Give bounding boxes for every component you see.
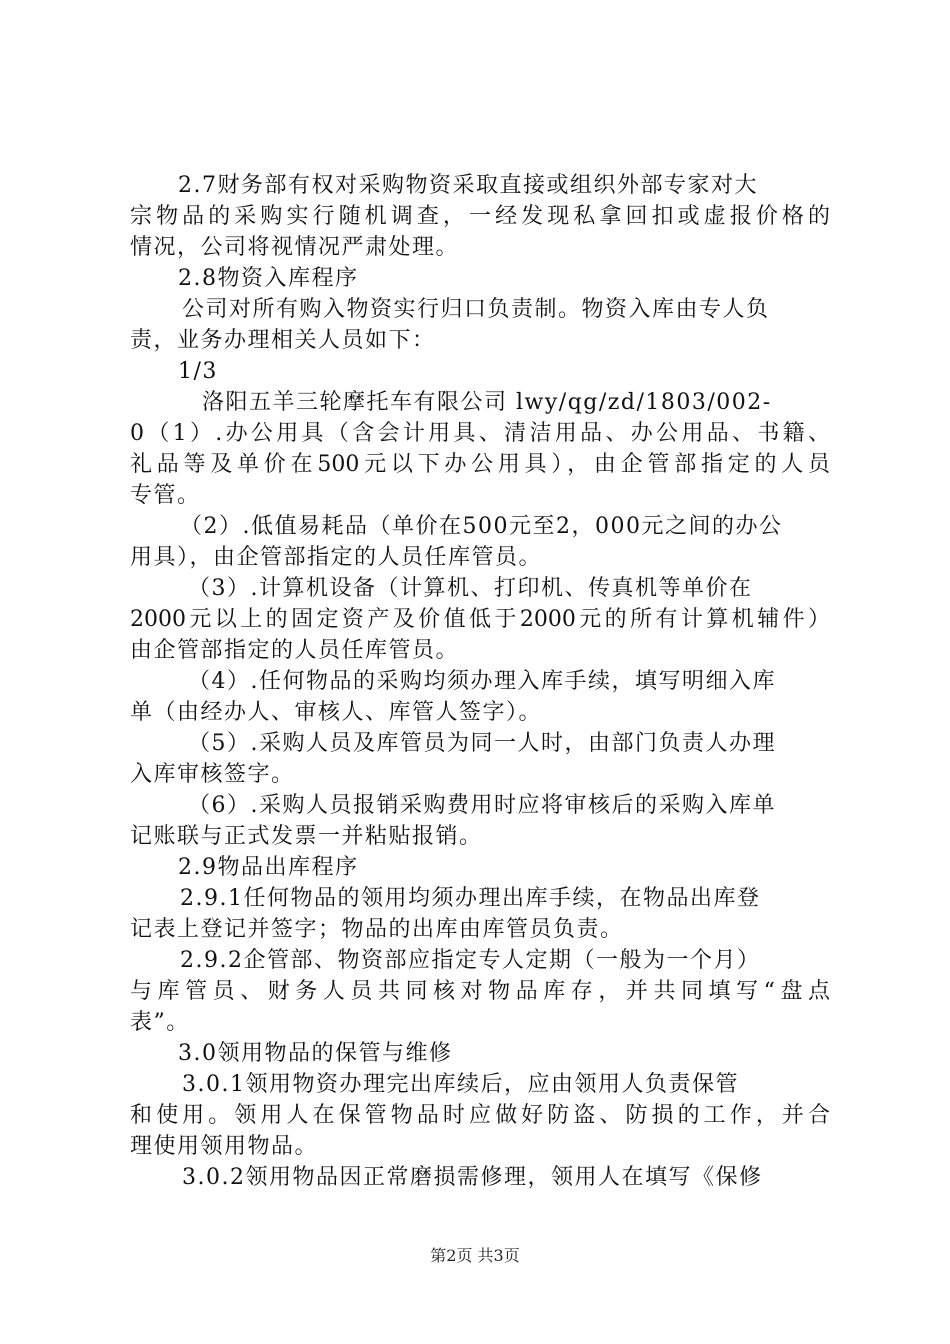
text-line: 和使用。领用人在保管物品时应做好防盗、防损的工作，并合: [130, 1103, 830, 1128]
text-line: 由企管部指定的人员任库管员。: [130, 638, 460, 663]
text-line: 记表上登记并签字；物品的出库由库管员负责。: [130, 917, 624, 942]
text-line: 0（1）.办公用具（含会计用具、清洁用品、办公用品、书籍、: [130, 421, 830, 446]
section-heading: 2.8物资入库程序: [178, 266, 359, 291]
text-line: 宗物品的采购实行随机调查，一经发现私拿回扣或虚报价格的: [130, 204, 830, 229]
text-line: （5）.采购人员及库管员为同一人时，由部门负责人办理: [188, 731, 776, 756]
text-line: 公司对所有购入物资实行归口负责制。物资入库由专人负: [182, 297, 770, 322]
section-heading: 3.0领用物品的保管与维修: [178, 1041, 453, 1066]
page-footer: [0, 1246, 950, 1266]
text-line: 2.9.1任何物品的领用均须办理出库手续，在物品出库登: [180, 886, 761, 911]
company-doc-code: 洛阳五羊三轮摩托车有限公司 lwy/qg/zd/1803/002-: [202, 390, 772, 415]
text-line: 2.9.2企管部、物资部应指定专人定期（一般为一个月）: [180, 948, 761, 973]
page-number-label: 第2页 共3页: [430, 1246, 520, 1265]
text-line: （4）.任何物品的采购均须办理入库手续，填写明细入库: [188, 669, 776, 694]
text-line: 情况，公司将视情况严肃处理。: [130, 235, 460, 260]
text-line: 3.0.2领用物品因正常磨损需修理，领用人在填写《保修: [182, 1165, 763, 1190]
text-line: 记账联与正式发票一并粘贴报销。: [130, 824, 483, 849]
text-line: 与库管员、财务人员共同核对物品库存，并共同填写“盘点: [130, 979, 830, 1004]
text-line: 3.0.1领用物资办理完出库续后，应由领用人负责保管: [182, 1072, 739, 1097]
page-marker: 1/3: [178, 359, 218, 384]
text-line: （3）.计算机设备（计算机、打印机、传真机等单价在: [188, 576, 753, 601]
section-heading: 2.9物品出库程序: [178, 855, 359, 880]
text-line: 入库审核签字。: [130, 762, 295, 787]
document-body: [130, 170, 830, 1193]
text-line: 表”。: [130, 1010, 190, 1035]
text-line: 2.7财务部有权对采购物资采取直接或组织外部专家对大: [178, 173, 758, 198]
text-line: （6）.采购人员报销采购费用时应将审核后的采购入库单: [188, 793, 776, 818]
text-line: 用具），由企管部指定的人员任库管员。: [130, 545, 543, 570]
text-line: （2）.低值易耗品（单价在500元至2，000元之间的办公: [180, 514, 783, 539]
text-line: 专管。: [130, 483, 201, 508]
text-line: 理使用领用物品。: [130, 1134, 319, 1159]
text-line: 礼品等及单价在500元以下办公用具），由企管部指定的人员: [130, 452, 830, 477]
text-line: 2000元以上的固定资产及价值低于2000元的所有计算机辅件）: [130, 607, 830, 632]
text-line: 责，业务办理相关人员如下：: [130, 328, 436, 353]
text-line: 单（由经办人、审核人、库管人签字）。: [130, 700, 543, 725]
